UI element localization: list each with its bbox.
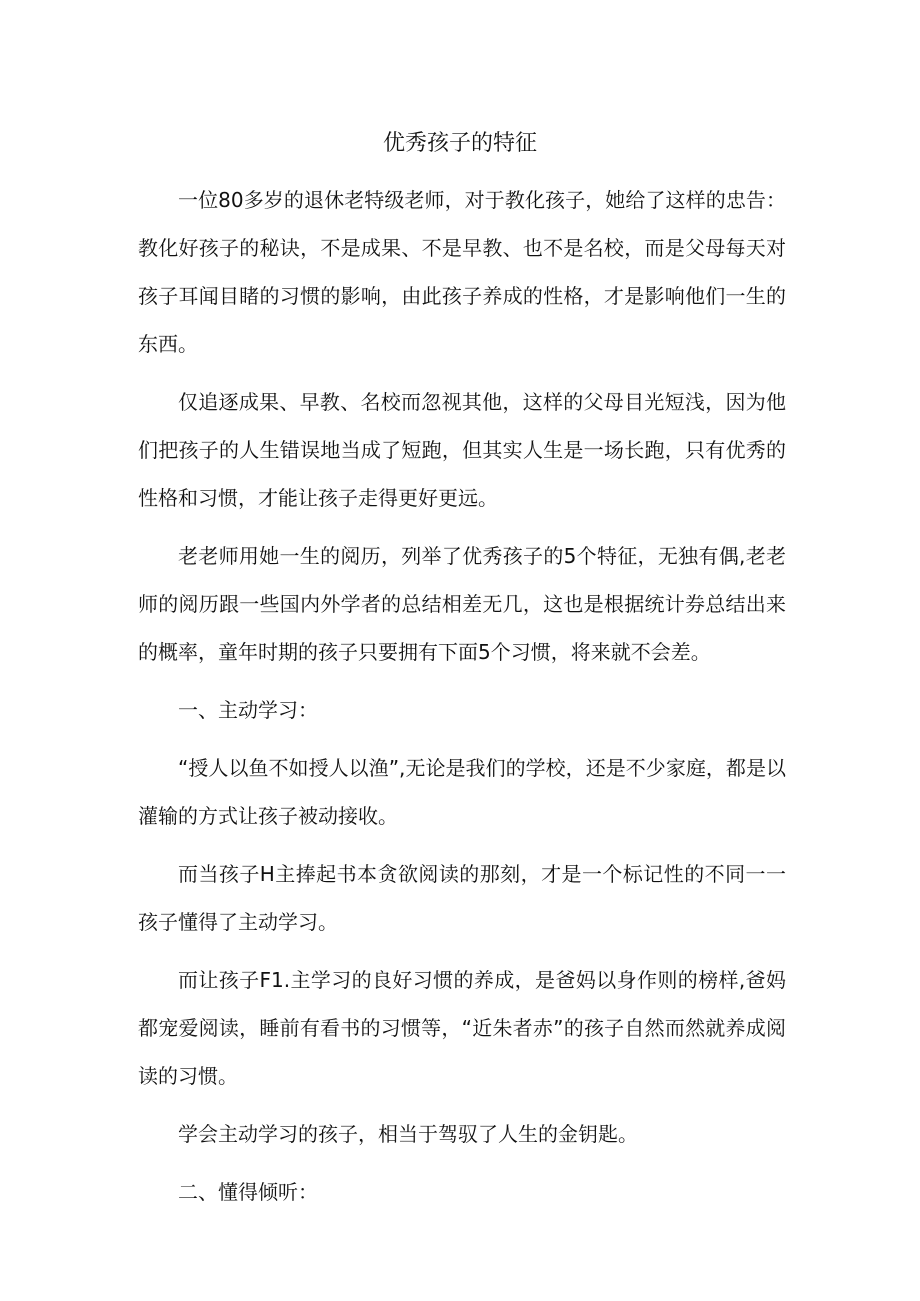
paragraph-intro: 一位80多岁的退休老特级老师，对于教化孩子，她给了这样的忠告：教化好孩子的秘诀，不是成果、不是早教、也不是名校，而是父母每天对孩子耳闻目睹的习惯的影响，由此孩子养成的性格，才是影响他们一生的东西。 xyxy=(138,188,786,356)
document-body xyxy=(138,176,786,1216)
paragraph-golden-key: 学会主动学习的孩子，相当于驾驭了人生的金钥匙。 xyxy=(178,1122,638,1146)
paragraph-long-run: 仅追逐成果、早教、名校而忽视其他，这样的父母目光短浅，因为他们把孩子的人生错误地当成了短跑，但其实人生是一场长跑，只有优秀的性格和习惯，才能让孩子走得更好更远。 xyxy=(138,390,786,510)
paragraph-reading-moment: 而当孩子H主捧起书本贪欲阅读的那刻，才是一个标记性的不同一一孩子懂得了主动学习。 xyxy=(138,862,786,934)
paragraph-parent-example: 而让孩子F1.主学习的良好习惯的养成，是爸妈以身作则的榜样,爸妈都宠爱阅读，睡前有看书的习惯等，“近朱者赤”的孩子自然而然就养成阅读的习惯。 xyxy=(138,968,786,1088)
section-heading-listening: 二、懂得倾听： xyxy=(178,1180,318,1204)
section-heading-active-learning: 一、主动学习： xyxy=(178,698,318,722)
document-title: 优秀孩子的特征 xyxy=(382,131,537,156)
paragraph-five-traits: 老老师用她一生的阅历，列举了优秀孩子的5个特征，无独有偶,老老师的阅历跟一些国内外学者的总结相差无几，这也是根据统计券总结出来的概率，童年时期的孩子只要拥有下面5个习惯，将来就不会差。 xyxy=(138,544,786,664)
paragraph-teach-fishing: “授人以鱼不如授人以渔”,无论是我们的学校，还是不少家庭，都是以灌输的方式让孩子被动接收。 xyxy=(138,756,786,828)
